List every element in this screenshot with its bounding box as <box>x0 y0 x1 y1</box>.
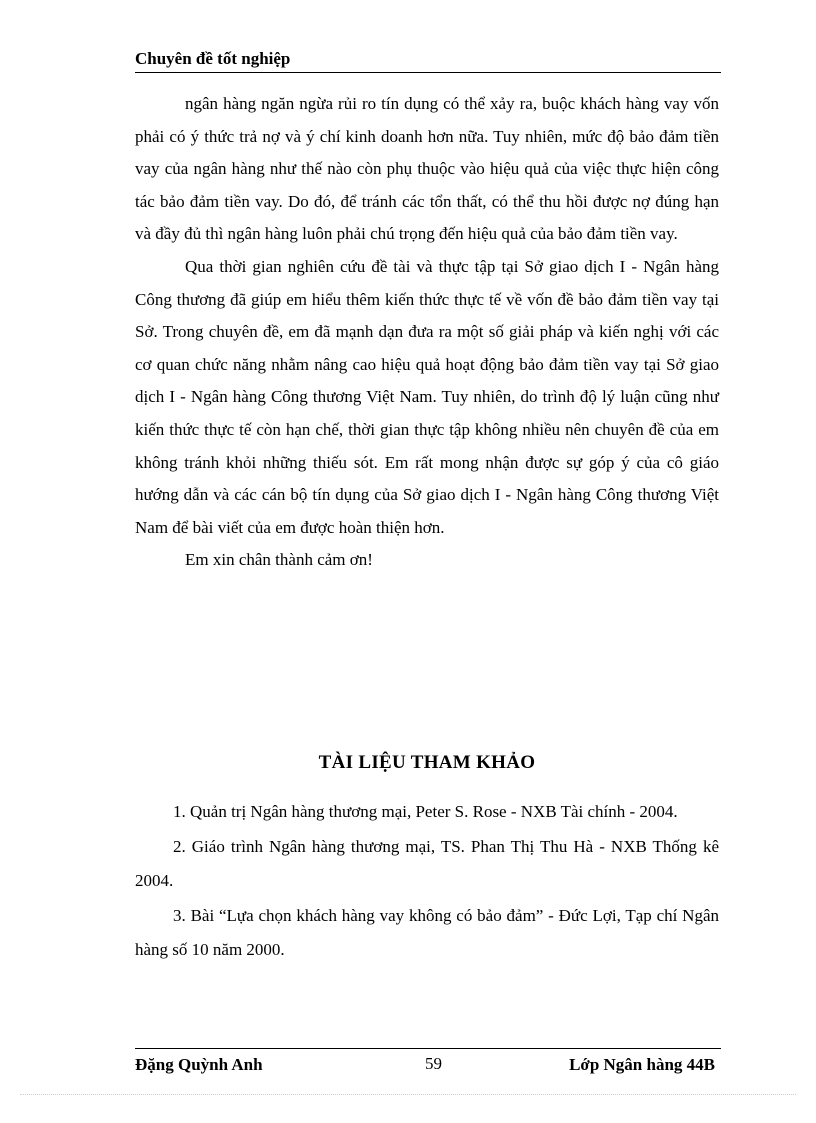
header-title: Chuyên đề tốt nghiệp <box>135 49 291 68</box>
page-number: 59 <box>425 1054 442 1073</box>
reference-item-2: 2. Giáo trình Ngân hàng thương mại, TS. Phan Thị Thu Hà - NXB Thống kê 2004. <box>135 836 719 890</box>
footer-author: Đặng Quỳnh Anh <box>135 1055 263 1074</box>
paragraph-2: Qua thời gian nghiên cứu đề tài và thực tập tại Sở giao dịch I - Ngân hàng Công thương đã giúp em hiểu thêm kiến thức thực tế về vốn đề bảo đảm tiền vay tại Sở. Trong chuyên đề, em đã mạnh dạn đưa ra một số giải pháp và kiến nghị với các cơ quan chức năng nhằm nâng cao hiệu quả hoạt động bảo đảm tiền vay tại Sở giao dịch I - Ngân hàng Công thương Việt Nam. Tuy nhiên, do trình độ lý luận cũng như kiến thức thực tế còn hạn chế, thời gian thực tập không nhiều nên chuyên đề của em không tránh khỏi những thiếu sót. Em rất mong nhận được sự góp ý của cô giáo hướng dẫn và các cán bộ tín dụng của Sở giao dịch I - Ngân hàng Công thương Việt Nam để bài viết của em được hoàn thiện hơn. <box>135 256 719 537</box>
reference-item-3: 3. Bài “Lựa chọn khách hàng vay không có bảo đảm” - Đức Lợi, Tạp chí Ngân hàng số 10 năm 2000. <box>135 905 719 959</box>
footer-class-name: Lớp Ngân hàng 44B <box>569 1055 715 1074</box>
references-list <box>135 795 719 968</box>
body-text <box>135 88 719 577</box>
reference-item-1: 1. Quản trị Ngân hàng thương mại, Peter S. Rose - NXB Tài chính - 2004. <box>173 802 678 821</box>
paragraph-1: ngân hàng ngăn ngừa rủi ro tín dụng có thể xảy ra, buộc khách hàng vay vốn phải có ý thức trả nợ và ý chí kinh doanh hơn nữa. Tuy nhiên, mức độ bảo đảm tiền vay của ngân hàng như thế nào còn phụ thuộc vào hiệu quả của việc thực hiện công tác bảo đảm tiền vay. Do đó, để tránh các tổn thất, có thể thu hồi được nợ đúng hạn và đầy đủ thì ngân hàng luôn phải chú trọng đến hiệu quả của bảo đảm tiền vay. <box>135 94 719 244</box>
page-header <box>135 48 721 73</box>
page-bottom-edge <box>20 1094 796 1095</box>
references-heading: TÀI LIỆU THAM KHẢO <box>318 752 536 773</box>
page-footer <box>135 1048 721 1079</box>
paragraph-3: Em xin chân thành cảm ơn! <box>185 550 373 570</box>
